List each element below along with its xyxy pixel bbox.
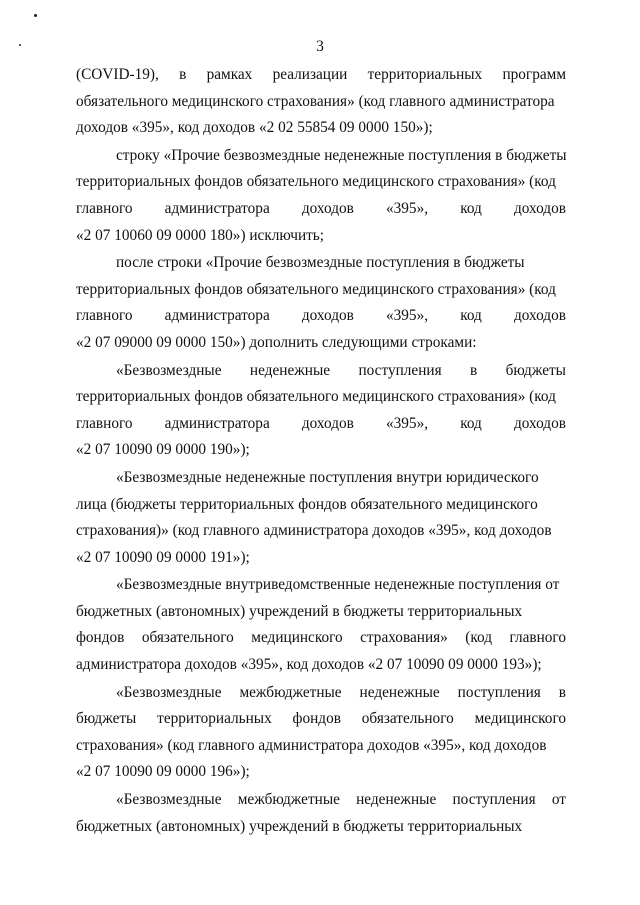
paragraph bbox=[76, 62, 566, 142]
word: в bbox=[470, 361, 478, 379]
text-line bbox=[76, 787, 566, 814]
word: в bbox=[179, 66, 187, 83]
paragraph bbox=[76, 143, 566, 249]
text-line: «2 07 10060 09 0000 180») исключить; bbox=[76, 226, 325, 244]
paragraph bbox=[76, 572, 566, 678]
paragraph bbox=[76, 358, 566, 464]
word: медицинского bbox=[474, 710, 566, 728]
word: код bbox=[460, 199, 482, 217]
text-line: после строки «Прочие безвозмездные поступления в бюджеты bbox=[116, 254, 525, 272]
text-line bbox=[76, 62, 566, 89]
word: бюджеты bbox=[505, 361, 566, 379]
word: доходов bbox=[513, 307, 566, 325]
text-line: обязательного медицинского страхования» (код главного администратора bbox=[76, 92, 555, 110]
word: межбюджетные bbox=[239, 683, 342, 701]
word: доходов bbox=[301, 414, 354, 432]
text-line: «2 07 10090 09 0000 191»); bbox=[76, 548, 250, 566]
text-line bbox=[76, 196, 566, 223]
word: главного bbox=[76, 414, 133, 432]
text-line: бюджетных (автономных) учреждений в бюджеты территориальных bbox=[76, 817, 523, 835]
text-line: «2 07 10090 09 0000 196»); bbox=[76, 763, 250, 781]
text-line: страхования» (код главного администратора доходов «395», код доходов bbox=[76, 736, 547, 754]
word: территориальных bbox=[157, 710, 272, 728]
word: доходов bbox=[513, 199, 566, 217]
word: «395», bbox=[385, 414, 429, 432]
word: «Безвозмездные bbox=[116, 791, 222, 809]
text-line: «Безвозмездные неденежные поступления внутри юридического bbox=[116, 468, 539, 486]
text-line: лица (бюджеты территориальных фондов обязательного медицинского bbox=[76, 495, 538, 513]
word: поступления bbox=[457, 683, 541, 701]
text-line: «Безвозмездные внутриведомственные неденежные поступления от bbox=[116, 576, 560, 594]
word: «Безвозмездные bbox=[116, 683, 222, 701]
word: бюджеты bbox=[76, 710, 137, 728]
paragraph bbox=[76, 250, 566, 356]
text-line: территориальных фондов обязательного медицинского страхования» (код bbox=[76, 173, 556, 191]
paragraph bbox=[76, 787, 566, 840]
text-line bbox=[76, 358, 566, 385]
word: медицинского bbox=[251, 629, 343, 647]
word: программ bbox=[502, 66, 566, 83]
word: главного bbox=[509, 629, 566, 647]
word: (код bbox=[465, 629, 493, 647]
word: неденежные bbox=[249, 361, 331, 379]
word: «395», bbox=[385, 307, 429, 325]
word: поступления bbox=[358, 361, 442, 379]
scan-speck bbox=[34, 14, 37, 17]
text-line bbox=[76, 680, 566, 707]
word: код bbox=[460, 414, 482, 432]
word: от bbox=[551, 791, 566, 809]
text-line: страхования)» (код главного администратора доходов «395», код доходов bbox=[76, 522, 552, 540]
word: фондов bbox=[76, 629, 125, 647]
word: «Безвозмездные bbox=[116, 361, 222, 379]
word: главного bbox=[76, 199, 133, 217]
text-line: «2 07 10090 09 0000 190»); bbox=[76, 441, 250, 459]
word: доходов bbox=[301, 199, 354, 217]
text-line: территориальных фондов обязательного медицинского страхования» (код bbox=[76, 280, 556, 298]
word: доходов bbox=[513, 414, 566, 432]
word: обязательного bbox=[141, 629, 234, 647]
text-line bbox=[76, 625, 566, 652]
word: неденежные bbox=[359, 683, 440, 701]
word: в bbox=[558, 683, 566, 701]
text-line: «2 07 09000 09 0000 150») дополнить следующими строками: bbox=[76, 333, 477, 351]
word: страхования» bbox=[360, 629, 448, 647]
text-line bbox=[76, 706, 566, 733]
word: рамках bbox=[206, 66, 253, 83]
word: администратора bbox=[164, 307, 270, 325]
word: неденежные bbox=[356, 791, 437, 809]
word: доходов bbox=[301, 307, 354, 325]
text-line: бюджетных (автономных) учреждений в бюджеты территориальных bbox=[76, 602, 523, 620]
word: территориальных bbox=[367, 66, 483, 83]
text-line: доходов «395», код доходов «2 02 55854 09 0000 150»); bbox=[76, 119, 433, 137]
word: фондов bbox=[292, 710, 341, 728]
word: «395», bbox=[385, 199, 429, 217]
word: реализации bbox=[272, 66, 348, 83]
word: поступления bbox=[452, 791, 536, 809]
word: администратора bbox=[164, 414, 270, 432]
word: обязательного bbox=[361, 710, 454, 728]
text-line: территориальных фондов обязательного медицинского страхования» (код bbox=[76, 388, 556, 406]
document-body bbox=[76, 62, 566, 840]
word: администратора bbox=[164, 199, 270, 217]
paragraph bbox=[76, 465, 566, 571]
word: главного bbox=[76, 307, 133, 325]
word: (COVID-19), bbox=[76, 66, 159, 83]
word: межбюджетные bbox=[237, 791, 340, 809]
text-line: администратора доходов «395», код доходов «2 07 10090 09 0000 193»); bbox=[76, 656, 542, 674]
text-line bbox=[76, 303, 566, 330]
page-number: 3 bbox=[316, 38, 324, 55]
text-line: строку «Прочие безвозмездные неденежные поступления в бюджеты bbox=[116, 146, 567, 164]
text-line bbox=[76, 411, 566, 438]
word: код bbox=[460, 307, 482, 325]
paragraph bbox=[76, 680, 566, 786]
